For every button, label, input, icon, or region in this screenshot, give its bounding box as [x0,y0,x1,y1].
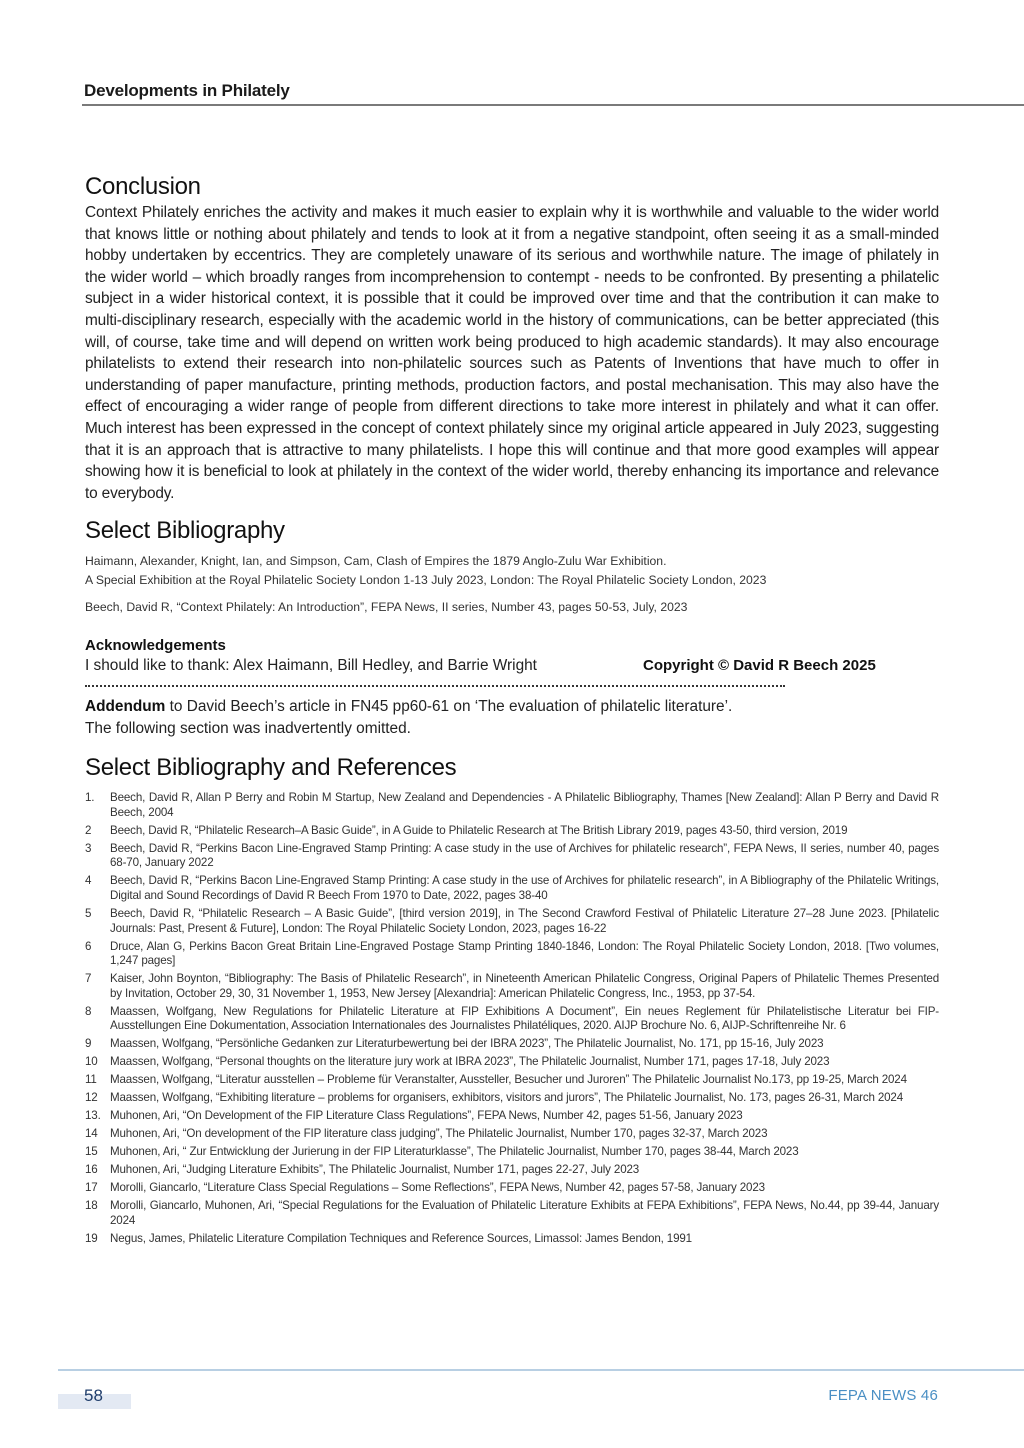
reference-number: 3 [85,841,92,855]
addendum-note: The following section was inadvertently omitted. [85,719,411,737]
reference-number: 14 [85,1127,98,1141]
reference-text: Morolli, Giancarlo, Muhonen, Ari, “Special Regulations for the Evaluation of Philatelic Literature Exhibits at FEPA Exhibitions”, FEPA News, No.44, pp 39-44, January 2024 [110,1199,939,1227]
reference-item [85,1037,939,1052]
bibliography-entry: A Special Exhibition at the Royal Philatelic Society London 1-13 July 2023, London: The Royal Philatelic Society London, 2023 [85,573,767,588]
article-body [85,172,939,1250]
reference-text: Maassen, Wolfgang, New Regulations for Philatelic Literature at FIP Exhibitions A Document”, Ein neues Reglement für Philatelistische Literatur bei FIP-Ausstellungen Eine Dokumentation, Association Internationales des Journalistes Philatéliques, 2020. AIJP Brochure No. 6, AIJP-Schriftenreihe Nr. 6 [110,1004,939,1033]
publication-name: FEPA NEWS 46 [828,1387,938,1404]
reference-number: 1. [85,791,95,805]
reference-text: Maassen, Wolfgang, “Personal thoughts on the literature jury work at IBRA 2023”, The Philatelic Journalist, Number 171, pages 17-18, July 2023 [110,1055,830,1069]
reference-item [85,1091,939,1106]
footer-rule [58,1369,1024,1371]
bibliography-list [85,552,939,617]
reference-item [85,1109,939,1124]
reference-text: Beech, David R, “Philatelic Research – A Basic Guide”, [third version 2019], in The Second Crawford Festival of Philatelic Literature 27–28 June 2023. [Philatelic Journals: Past, Present & Future], London: The Royal Philatelic Society London, 2023, pages 16-22 [110,907,939,935]
reference-text: Beech, David R, “Philatelic Research–A Basic Guide”, in A Guide to Philatelic Research at The British Library 2019, pages 43-50, third version, 2019 [110,823,848,837]
reference-text: Muhonen, Ari, “On development of the FIP literature class judging”, The Philatelic Journalist, Number 170, pages 32-37, March 2023 [110,1127,768,1141]
reference-item [85,1005,939,1034]
reference-item [85,1181,939,1196]
bibliography-heading: Select Bibliography [85,517,285,545]
reference-text: Maassen, Wolfgang, “Exhibiting literature – problems for organisers, exhibitors, visitors and jurors”, The Philatelic Journalist, No. 173, pages 26-31, March 2024 [110,1091,904,1105]
addendum-label: Addendum [85,698,166,716]
acknowledgements-heading: Acknowledgements [85,637,226,655]
bibliography-entry: Haimann, Alexander, Knight, Ian, and Simpson, Cam, Clash of Empires the 1879 Anglo-Zulu War Exhibition. [85,554,667,569]
reference-text: Muhonen, Ari, “On Development of the FIP Literature Class Regulations”, FEPA News, Number 42, pages 51-56, January 2023 [110,1109,743,1123]
reference-number: 10 [85,1055,98,1069]
reference-text: Maassen, Wolfgang, “Literatur ausstellen – Probleme für Veranstalter, Aussteller, Besucher und Juroren” The Philatelic Journalist No.173, pp 19-25, March 2024 [110,1073,907,1087]
reference-number: 15 [85,1145,98,1159]
reference-item [85,1127,939,1142]
reference-item [85,972,939,1001]
reference-number: 9 [85,1037,92,1051]
reference-number: 11 [85,1073,97,1087]
reference-item [85,1163,939,1178]
reference-text: Beech, David R, Allan P Berry and Robin M Startup, New Zealand and Dependencies - A Philatelic Bibliography, Thames [New Zealand]: Allan P Berry and David R Beech, 2004 [110,791,939,819]
conclusion-paragraph: Context Philately enriches the activity and makes it much easier to explain why it is worthwhile and valuable to the wider world that knows little or nothing about philately and tends to look at it from a negative standpoint, often seeing it as a small-minded hobby undertaken by eccentrics. They are completely unaware of its serious and worthwhile nature. The image of philately in the wider world – which broadly ranges from incomprehension to contempt - needs to be confronted. By presenting a philatelic subject in a wider historical context, it is possible that it could be improved over time and that the contribution it can make to multi-disciplinary research, especially with the academic world in the history of communications, can be better appreciated (this will, of course, take time and will depend on written work being produced to high academic standards). It may also encourage philatelists to extend their research into non-philatelic sources such as Patents of Inventions that have much to offer in understanding of paper manufacture, printing methods, production factors, and postal mechanisation. This may also have the effect of encouraging a wider range of people from different directions to take more interest in philately and what it can offer. Much interest has been expressed in the concept of context philately since my original article appeared in July 2023, suggesting that it is an approach that is attractive to many philatelists. I hope this will continue and that more good examples will appear showing how it is beneficial to look at philately in the context of the wider world, thereby enhancing its importance and relevance to everybody. [85,204,939,502]
running-header: Developments in Philately [84,81,290,100]
reference-text: Kaiser, John Boynton, “Bibliography: The Basis of Philatelic Research”, in Nineteenth American Philatelic Congress, Original Papers of Philatelic Themes Presented by Invitation, October 29, 30, 31 November 1, 1953, New Jersey [Alexandria]: American Philatelic Congress, Inc., 1953, pp 37-54. [110,972,939,1000]
reference-number: 2 [85,823,92,837]
references-list [85,791,939,1246]
reference-text: Muhonen, Ari, “ Zur Entwicklung der Jurierung in der FIP Literaturklasse”, The Philatelic Journalist, Number 170, pages 38-44, March 2023 [110,1145,799,1159]
reference-number: 5 [85,907,92,921]
reference-item [85,842,939,871]
reference-number: 6 [85,939,92,953]
dotted-separator [85,685,785,689]
reference-item [85,791,939,820]
reference-item [85,874,939,903]
reference-number: 16 [85,1163,98,1177]
reference-item [85,1073,939,1088]
bibliography-entry: Beech, David R, “Context Philately: An Introduction”, FEPA News, II series, Number 43, pages 50-53, July, 2023 [85,600,688,615]
reference-text: Beech, David R, “Perkins Bacon Line-Engraved Stamp Printing: A case study in the use of Archives for philatelic research”, in A Bibliography of the Philatelic Writings, Digital and Sound Recordings of David R Beech From 1970 to Date, 2022, pages 38-40 [110,874,939,903]
reference-number: 12 [85,1091,98,1105]
reference-item [85,824,939,839]
acknowledgements-row [85,655,939,677]
reference-item [85,1145,939,1160]
reference-text: Maassen, Wolfgang, “Persönliche Gedanken zur Literaturbewertung bei der IBRA 2023”, The Philatelic Journalist, No. 171, pp 15-16, July 2023 [110,1037,824,1051]
copyright-notice: Copyright © David R Beech 2025 [643,657,876,675]
reference-number: 7 [85,972,92,986]
reference-text: Morolli, Giancarlo, “Literature Class Special Regulations – Some Reflections”, FEPA News, Number 42, pages 57-58, January 2023 [110,1181,765,1195]
reference-number: 19 [85,1231,98,1245]
references-heading: Select Bibliography and References [85,754,457,782]
reference-text: Druce, Alan G, Perkins Bacon Great Britain Line-Engraved Postage Stamp Printing 1840-1846, London: The Royal Philatelic Society London, 2018. [Two volumes, 1,247 pages] [110,939,939,968]
acknowledgements-text: I should like to thank: Alex Haimann, Bill Hedley, and Barrie Wright [85,657,537,675]
reference-item [85,1199,939,1228]
addendum-text: to David Beech’s article in FN45 pp60-61 on ‘The evaluation of philatelic literature’. [165,698,733,716]
reference-item [85,907,939,936]
reference-number: 17 [85,1181,98,1195]
reference-number: 18 [85,1199,98,1213]
page-number: 58 [84,1386,103,1405]
reference-text: Beech, David R, “Perkins Bacon Line-Engraved Stamp Printing: A case study in the use of Archives for philatelic research”, FEPA News, II series, number 40, pages 68-70, January 2022 [110,841,939,870]
reference-number: 8 [85,1004,92,1018]
conclusion-heading: Conclusion [85,173,201,200]
reference-text: Muhonen, Ari, “Judging Literature Exhibits”, The Philatelic Journalist, Number 171, pages 22-27, July 2023 [110,1163,640,1177]
reference-item [85,1055,939,1070]
reference-item [85,1232,939,1247]
reference-number: 4 [85,874,92,888]
reference-item [85,940,939,969]
reference-number: 13. [85,1109,101,1123]
addendum [85,696,939,739]
header-rule [82,104,1024,106]
reference-text: Negus, James, Philatelic Literature Compilation Techniques and Reference Sources, Limassol: James Bendon, 1991 [110,1231,692,1245]
